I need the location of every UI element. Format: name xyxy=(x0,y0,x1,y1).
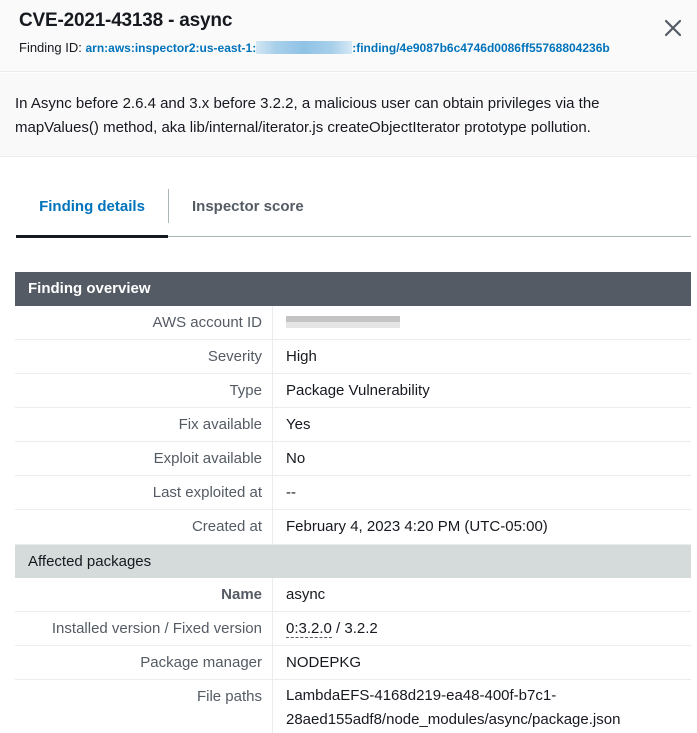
row-label: Last exploited at xyxy=(15,476,273,509)
last-exploited-value: -- xyxy=(286,484,296,501)
package-manager-value: NODEPKG xyxy=(286,654,362,671)
panel-header xyxy=(0,0,697,72)
file-path-line-1: LambdaEFS-4168d219-ea48-400f-b7c1- xyxy=(286,687,557,704)
row-value xyxy=(273,306,400,339)
redacted-account-id xyxy=(256,41,352,54)
close-button[interactable] xyxy=(661,16,685,40)
section-finding-overview: Finding overview xyxy=(15,272,691,306)
row-label: Exploit available xyxy=(15,442,273,475)
row-label: Created at xyxy=(15,510,273,544)
tab-bar xyxy=(16,187,691,237)
section-affected-packages: Affected packages xyxy=(15,544,691,578)
row-label: Installed version / Fixed version xyxy=(15,612,273,645)
file-path-line-2: 28aed155adf8/node_modules/async/package.json xyxy=(286,711,621,728)
table-row xyxy=(15,476,691,510)
row-label: Fix available xyxy=(15,408,273,441)
table-row xyxy=(15,680,691,733)
table-row xyxy=(15,408,691,442)
finding-arn-prefix: arn:aws:inspector2:us-east-1: xyxy=(85,41,257,55)
table-row xyxy=(15,340,691,374)
tab-finding-details[interactable]: Finding details xyxy=(16,187,168,236)
severity-value: High xyxy=(286,348,317,365)
version-separator: / xyxy=(331,620,345,637)
tab-divider xyxy=(168,189,169,223)
exploit-available-value: No xyxy=(286,450,306,467)
row-label: File paths xyxy=(15,680,273,733)
row-label: Package manager xyxy=(15,646,273,679)
created-at-value: February 4, 2023 4:20 PM (UTC-05:00) xyxy=(286,518,548,535)
table-row xyxy=(15,442,691,476)
file-paths-value xyxy=(273,680,620,733)
redacted-aws-account-id xyxy=(286,316,400,328)
table-row xyxy=(15,578,691,612)
installed-version[interactable]: 0:3.2.0 xyxy=(286,620,332,637)
type-value: Package Vulnerability xyxy=(286,382,430,399)
row-label: Type xyxy=(15,374,273,407)
row-label: AWS account ID xyxy=(15,306,273,339)
close-icon xyxy=(661,16,685,40)
table-row xyxy=(15,510,691,544)
finding-arn-suffix: :finding/4e9087b6c4746d0086ff55768804236b xyxy=(352,41,610,55)
table-row xyxy=(15,612,691,646)
table-row xyxy=(15,374,691,408)
tab-inspector-score[interactable]: Inspector score xyxy=(192,198,304,215)
row-label: Severity xyxy=(15,340,273,373)
fix-available-value: Yes xyxy=(286,416,311,433)
row-label: Name xyxy=(15,578,273,611)
package-name-value: async xyxy=(286,586,326,603)
details-table xyxy=(15,272,691,733)
finding-description xyxy=(0,73,697,157)
table-row xyxy=(15,646,691,680)
finding-id xyxy=(19,40,610,55)
table-row xyxy=(15,306,691,340)
version-value xyxy=(273,612,378,645)
description-text: In Async before 2.6.4 and 3.x before 3.2.2, a malicious user can obtain privileges via the mapValues() method, aka lib/internal/iterator.js createObjectIterator prototype pollution. xyxy=(15,95,600,136)
finding-id-label: Finding ID: xyxy=(19,40,82,55)
page-title: CVE-2021-43138 - async xyxy=(19,10,233,31)
fixed-version: 3.2.2 xyxy=(344,620,378,637)
finding-arn-link[interactable] xyxy=(86,41,610,55)
